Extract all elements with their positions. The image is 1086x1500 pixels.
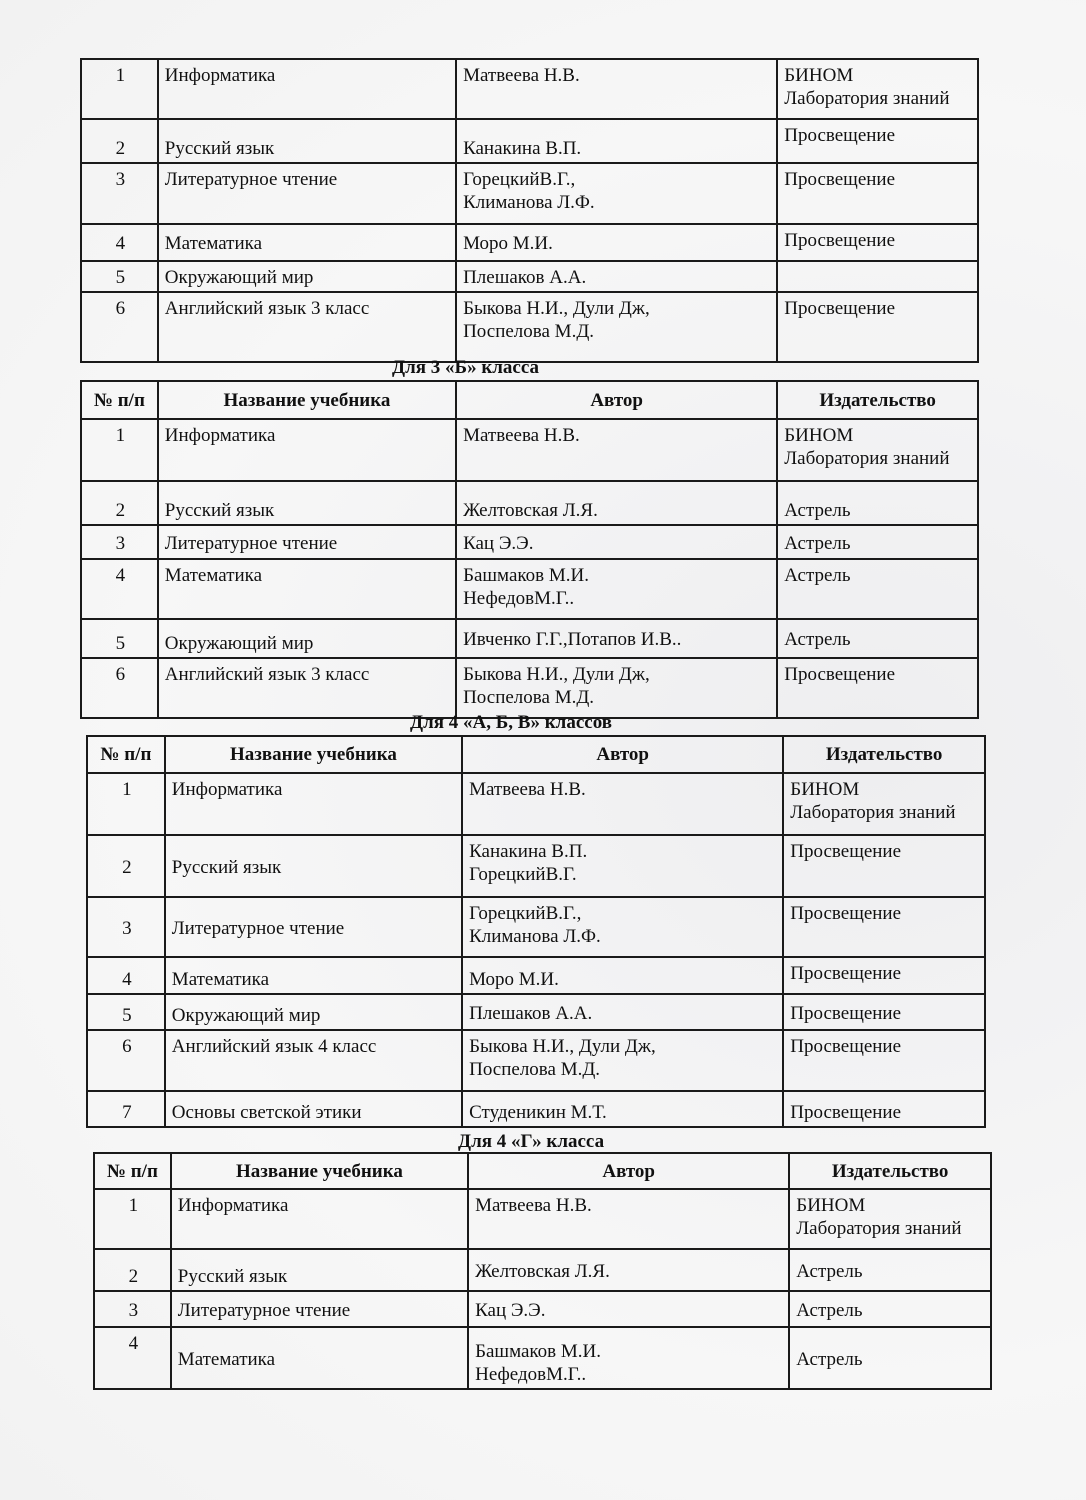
- author-cell: Желтовская Л.Я.: [468, 1249, 789, 1291]
- row-number: 4: [94, 1327, 171, 1389]
- publisher-cell: Просвещение: [783, 897, 985, 957]
- header-number: № п/п: [81, 381, 158, 419]
- row-number: 2: [87, 835, 165, 897]
- table-row: [94, 1327, 991, 1389]
- publisher-cell: БИНОМ Лаборатория знаний: [777, 59, 978, 119]
- author-cell: Плешаков А.А.: [456, 261, 777, 292]
- row-number: 5: [87, 994, 165, 1030]
- publisher-cell: Просвещение: [783, 835, 985, 897]
- textbook-table-4g: [93, 1152, 992, 1390]
- header-subject: Название учебника: [165, 736, 462, 773]
- table-row: [81, 292, 978, 362]
- row-number: 4: [87, 957, 165, 994]
- header-subject: Название учебника: [158, 381, 456, 419]
- author-cell: Ивченко Г.Г.,Потапов И.В..: [456, 619, 777, 658]
- subject-cell: Английский язык 3 класс: [158, 658, 456, 718]
- header-publisher: Издательство: [777, 381, 978, 419]
- author-cell: Студеникин М.Т.: [462, 1091, 783, 1127]
- table-row: [87, 773, 985, 835]
- row-number: 1: [81, 59, 158, 119]
- row-number: 1: [94, 1189, 171, 1249]
- section-caption-4g: Для 4 «Г» класса: [458, 1131, 605, 1152]
- publisher-cell: Просвещение: [783, 994, 985, 1030]
- header-subject: Название учебника: [171, 1153, 468, 1189]
- table-row: [81, 59, 978, 119]
- author-cell: Моро М.И.: [456, 224, 777, 261]
- subject-cell: Математика: [165, 957, 462, 994]
- subject-cell: Окружающий мир: [158, 261, 456, 292]
- table-row: [87, 1091, 985, 1127]
- row-number: 3: [81, 525, 158, 559]
- table-header-row: [87, 736, 985, 773]
- table-row: [87, 957, 985, 994]
- subject-cell: Математика: [171, 1327, 468, 1389]
- row-number: 3: [87, 897, 165, 957]
- row-number: 2: [81, 119, 158, 163]
- subject-cell: Информатика: [171, 1189, 468, 1249]
- subject-cell: Окружающий мир: [165, 994, 462, 1030]
- subject-cell: Литературное чтение: [171, 1291, 468, 1327]
- subject-cell: Русский язык: [158, 481, 456, 525]
- publisher-cell: Просвещение: [777, 224, 978, 261]
- table-header-row: [94, 1153, 991, 1189]
- textbook-table-3b: [80, 380, 979, 719]
- subject-cell: Математика: [158, 224, 456, 261]
- row-number: 4: [81, 559, 158, 619]
- textbook-table-3a: [80, 58, 979, 363]
- table-row: [81, 619, 978, 658]
- table-row: [81, 419, 978, 481]
- publisher-cell: Просвещение: [777, 292, 978, 362]
- header-number: № п/п: [94, 1153, 171, 1189]
- author-cell: Быкова Н.И., Дули Дж, Поспелова М.Д.: [456, 658, 777, 718]
- subject-cell: Русский язык: [171, 1249, 468, 1291]
- row-number: 6: [87, 1030, 165, 1091]
- author-cell: Моро М.И.: [462, 957, 783, 994]
- author-cell: Матвеева Н.В.: [462, 773, 783, 835]
- author-cell: ГорецкийВ.Г., Климанова Л.Ф.: [462, 897, 783, 957]
- row-number: 2: [81, 481, 158, 525]
- row-number: 1: [81, 419, 158, 481]
- table-row: [94, 1291, 991, 1327]
- subject-cell: Информатика: [158, 59, 456, 119]
- header-author: Автор: [456, 381, 777, 419]
- table-row: [87, 835, 985, 897]
- row-number: 5: [81, 619, 158, 658]
- subject-cell: Информатика: [165, 773, 462, 835]
- author-cell: Желтовская Л.Я.: [456, 481, 777, 525]
- table-row: [87, 1030, 985, 1091]
- publisher-cell: Астрель: [777, 559, 978, 619]
- author-cell: Кац Э.Э.: [456, 525, 777, 559]
- row-number: 7: [87, 1091, 165, 1127]
- author-cell: Канакина В.П. ГорецкийВ.Г.: [462, 835, 783, 897]
- subject-cell: Литературное чтение: [165, 897, 462, 957]
- row-number: 5: [81, 261, 158, 292]
- author-cell: Кац Э.Э.: [468, 1291, 789, 1327]
- author-cell: Быкова Н.И., Дули Дж, Поспелова М.Д.: [456, 292, 777, 362]
- section-caption-4abv: Для 4 «А, Б, В» классов: [410, 712, 612, 733]
- subject-cell: Литературное чтение: [158, 525, 456, 559]
- author-cell: Матвеева Н.В.: [456, 59, 777, 119]
- row-number: 1: [87, 773, 165, 835]
- subject-cell: Литературное чтение: [158, 163, 456, 224]
- row-number: 3: [94, 1291, 171, 1327]
- table-row: [81, 559, 978, 619]
- author-cell: Матвеева Н.В.: [456, 419, 777, 481]
- table-header-row: [81, 381, 978, 419]
- author-cell: Плешаков А.А.: [462, 994, 783, 1030]
- subject-cell: Русский язык: [158, 119, 456, 163]
- publisher-cell: Просвещение: [783, 1091, 985, 1127]
- subject-cell: Русский язык: [165, 835, 462, 897]
- table-row: [87, 994, 985, 1030]
- publisher-cell: Просвещение: [783, 957, 985, 994]
- table-row: [81, 163, 978, 224]
- author-cell: ГорецкийВ.Г., Климанова Л.Ф.: [456, 163, 777, 224]
- table-row: [81, 261, 978, 292]
- publisher-cell: Астрель: [789, 1327, 991, 1389]
- publisher-cell: БИНОМ Лаборатория знаний: [783, 773, 985, 835]
- header-publisher: Издательство: [789, 1153, 991, 1189]
- row-number: 6: [81, 658, 158, 718]
- publisher-cell: Просвещение: [783, 1030, 985, 1091]
- author-cell: Башмаков М.И. НефедовМ.Г..: [456, 559, 777, 619]
- table-row: [81, 119, 978, 163]
- publisher-cell: БИНОМ Лаборатория знаний: [789, 1189, 991, 1249]
- row-number: 6: [81, 292, 158, 362]
- subject-cell: Информатика: [158, 419, 456, 481]
- header-publisher: Издательство: [783, 736, 985, 773]
- author-cell: Быкова Н.И., Дули Дж, Поспелова М.Д.: [462, 1030, 783, 1091]
- table-row: [81, 658, 978, 718]
- publisher-cell: Астрель: [789, 1291, 991, 1327]
- publisher-cell: Астрель: [789, 1249, 991, 1291]
- header-author: Автор: [462, 736, 783, 773]
- table-row: [81, 224, 978, 261]
- table-row: [94, 1249, 991, 1291]
- table-row: [94, 1189, 991, 1249]
- subject-cell: Окружающий мир: [158, 619, 456, 658]
- publisher-cell: Астрель: [777, 481, 978, 525]
- row-number: 3: [81, 163, 158, 224]
- subject-cell: Математика: [158, 559, 456, 619]
- row-number: 4: [81, 224, 158, 261]
- textbook-table-4abv: [86, 735, 986, 1128]
- author-cell: Башмаков М.И. НефедовМ.Г..: [468, 1327, 789, 1389]
- row-number: 2: [94, 1249, 171, 1291]
- table-row: [81, 481, 978, 525]
- subject-cell: Английский язык 3 класс: [158, 292, 456, 362]
- table-row: [81, 525, 978, 559]
- header-number: № п/п: [87, 736, 165, 773]
- subject-cell: Английский язык 4 класс: [165, 1030, 462, 1091]
- publisher-cell: Просвещение: [777, 658, 978, 718]
- publisher-cell: Просвещение: [777, 119, 978, 163]
- publisher-cell: БИНОМ Лаборатория знаний: [777, 419, 978, 481]
- section-caption-3b: Для 3 «Б» класса: [392, 357, 540, 378]
- publisher-cell: Астрель: [777, 525, 978, 559]
- table-row: [87, 897, 985, 957]
- author-cell: Матвеева Н.В.: [468, 1189, 789, 1249]
- header-author: Автор: [468, 1153, 789, 1189]
- publisher-cell: Просвещение: [777, 163, 978, 224]
- subject-cell: Основы светской этики: [165, 1091, 462, 1127]
- author-cell: Канакина В.П.: [456, 119, 777, 163]
- publisher-cell: [777, 261, 978, 292]
- publisher-cell: Астрель: [777, 619, 978, 658]
